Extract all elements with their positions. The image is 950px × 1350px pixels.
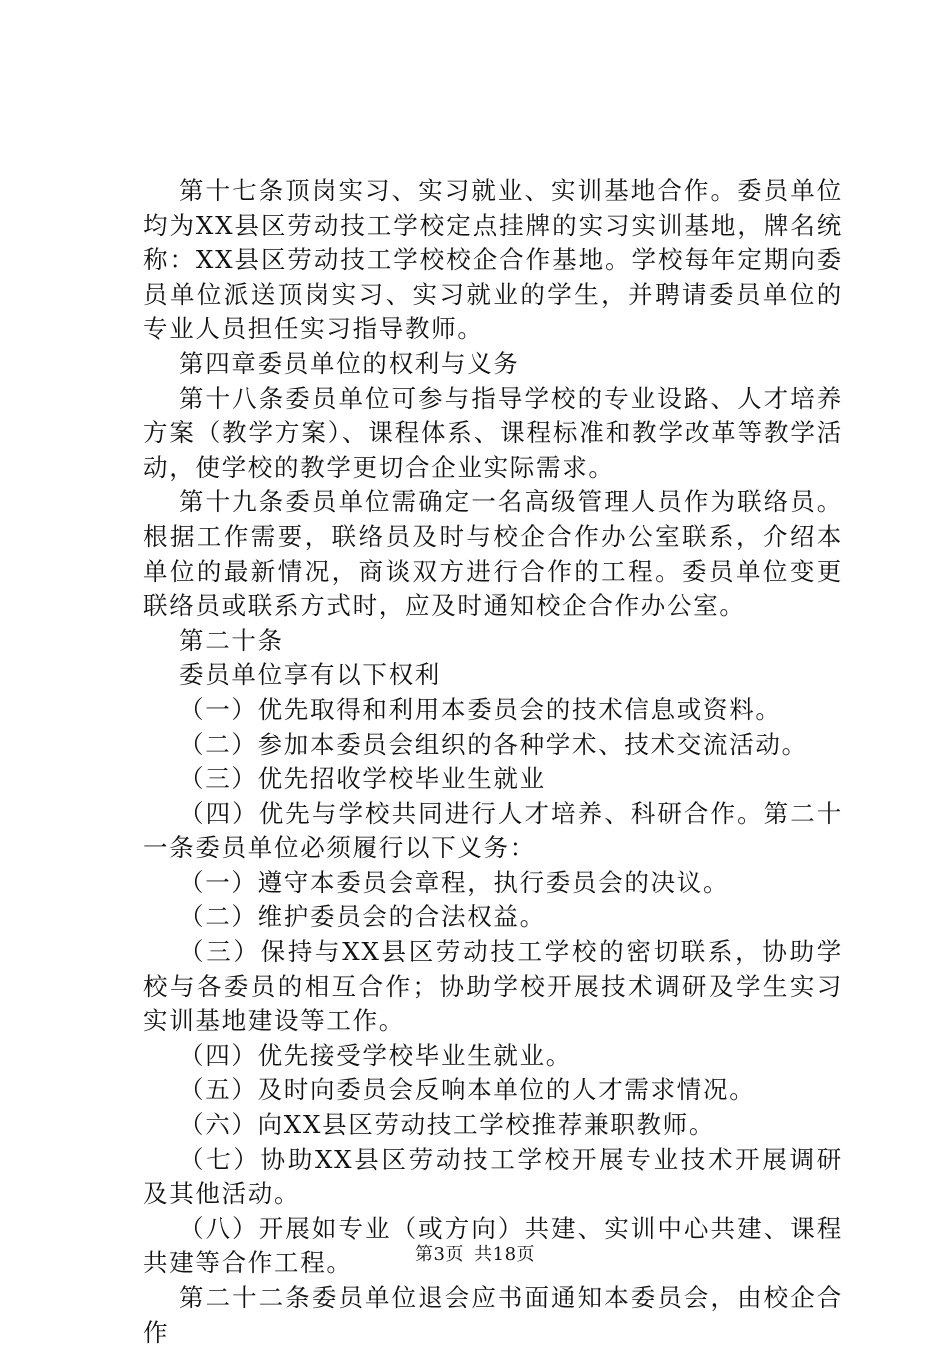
right-item-3: （三）优先招收学校毕业生就业 [179,764,546,794]
right-item-1: （一）优先取得和利用本委员会的技术信息或资料。 [179,694,782,724]
duty-item-4: （四）优先接受学校毕业生就业。 [179,1040,572,1070]
page-number: 第3页 [414,1244,464,1265]
article-20-heading: 第二十条 [179,625,284,655]
total-pages: 共18页 [474,1244,536,1265]
duty-item-3: （三）保持与XX县区劳动技工学校的密切联系，协助学校与各委员的相互合作；协助学校开展技术调研及学生实习实训基地建设等工作。 [143,937,843,1036]
duty-item-6: （六）向XX县区劳动技工学校推荐兼职教师。 [179,1110,716,1140]
duty-item-5: （五）及时向委员会反响本单位的人才需求情况。 [179,1075,756,1105]
page-footer [0,1240,950,1266]
duty-item-2: （二）维护委员会的合法权益。 [179,902,546,932]
duty-item-7: （七）协助XX县区劳动技工学校开展专业技术开展调研及其他活动。 [143,1144,843,1209]
document-body [143,174,843,1350]
chapter-4-heading: 第四章委员单位的权利与义务 [179,348,520,378]
duty-item-1: （一）遵守本委员会章程，执行委员会的决议。 [179,867,730,897]
article-22-paragraph: 第二十二条委员单位退会应书面通知本委员会，由校企合作 [143,1283,843,1347]
rights-intro: 委员单位享有以下权利 [179,660,441,690]
right-item-2: （二）参加本委员会组织的各种学术、技术交流活动。 [179,729,808,759]
article-19-paragraph: 第十九条委员单位需确定一名高级管理人员作为联络员。根据工作需要，联络员及时与校企合作办公室联系，介绍本单位的最新情况，商谈双方进行合作的工程。委员单位变更联络员或联系方式时，应及时通知校企合作办公室。 [143,487,843,621]
article-18-paragraph: 第十八条委员单位可参与指导学校的专业设路、人才培养方案（教学方案）、课程体系、课程标准和教学改革等教学活动，使学校的教学更切合企业实际需求。 [143,383,843,482]
article-17-paragraph: 第十七条顶岗实习、实习就业、实训基地合作。委员单位均为XX县区劳动技工学校定点挂牌的实习实训基地，牌名统称：XX县区劳动技工学校校企合作基地。学校每年定期向委员单位派送顶岗实习、实习就业的学生，并聘请委员单位的专业人员担任实习指导教师。 [143,176,843,344]
right-item-4: （四）优先与学校共同进行人才培养、科研合作。第二十一条委员单位必须履行以下义务： [143,798,843,863]
duty-item-8: （八）开展如专业（或方向）共建、实训中心共建、课程共建等合作工程。 [143,1213,843,1278]
